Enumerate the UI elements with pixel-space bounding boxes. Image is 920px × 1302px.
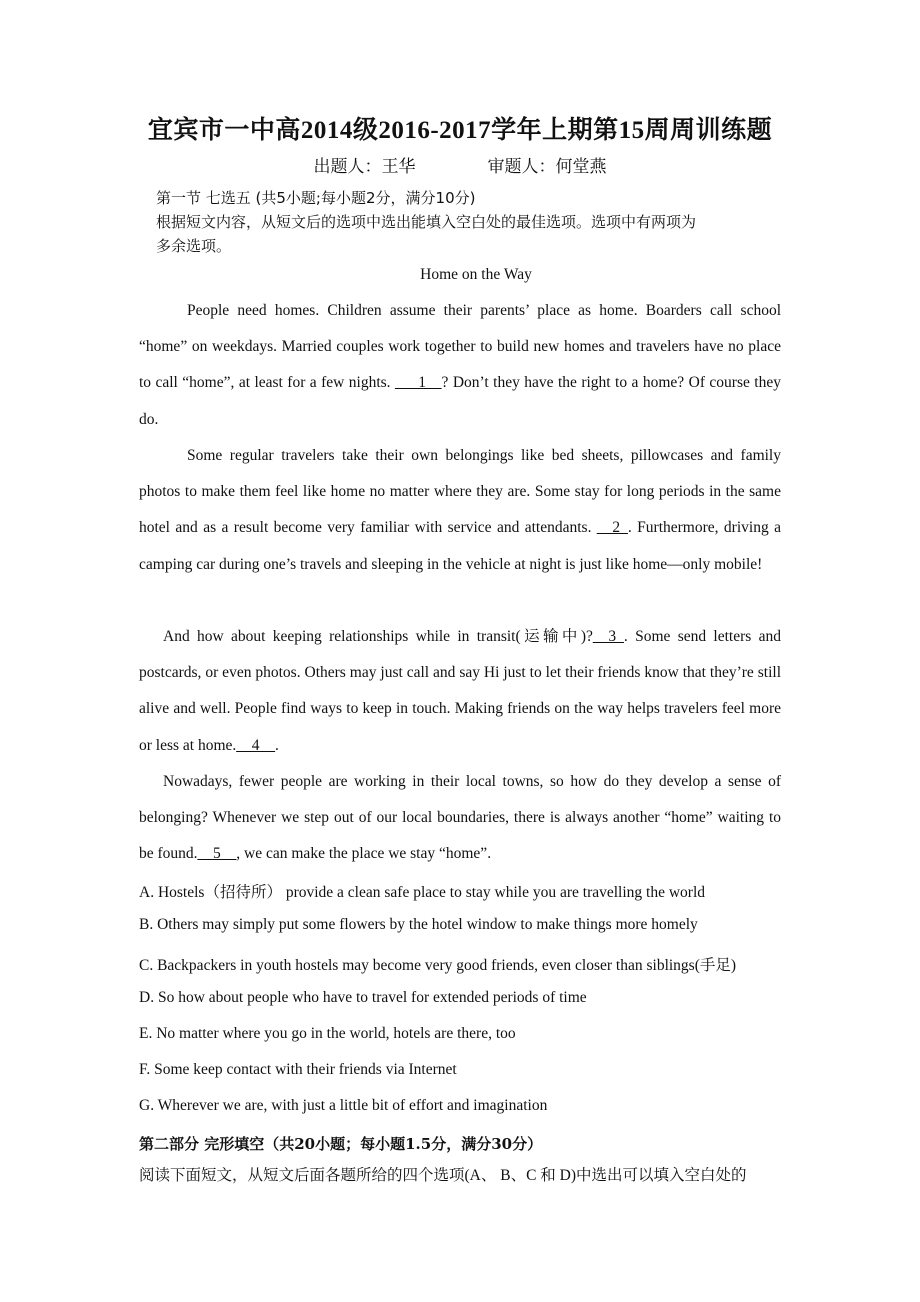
section1-instruction-line2: 多余选项。 [156, 237, 232, 255]
paragraph-text: Some regular travelers take their own belongings like bed sheets, pillowcases and family photos to make them feel like home no matter where they are. Some stay for long periods in the same hotel and as a result become very familiar with service and attendants. [139, 447, 781, 537]
paragraph-text: ? Don’t they have the right to a home? Of course they do. [139, 374, 781, 428]
paragraph-text: Nowadays, fewer people are working in their local towns, so how do they develop a sense of belonging? Whenever we step out of our local boundaries, there is always another “home” waiting to be found. [139, 773, 781, 863]
passage-paragraph-3 [139, 619, 781, 764]
passage-title: Home on the Way [420, 266, 532, 283]
option-g: G. Wherever we are, with just a little bit of effort and imagination [139, 1097, 548, 1114]
authors-line [0, 152, 920, 177]
blank-4: __4__ [236, 736, 276, 754]
blank-5: __5__ [197, 845, 237, 863]
section1-instruction-line1: 根据短文内容，从短文后的选项中选出能填入空白处的最佳选项。选项中有两项为 [156, 213, 697, 231]
paragraph-text: . [275, 736, 279, 754]
option-b: B. Others may simply put some flowers by the hotel window to make things more homely [139, 916, 698, 933]
option-d: D. So how about people who have to travel for extended periods of time [139, 989, 587, 1006]
option-e: E. No matter where you go in the world, hotels are there, too [139, 1025, 516, 1042]
option-f: F. Some keep contact with their friends via Internet [139, 1061, 457, 1078]
blank-3: __3_ [592, 628, 624, 645]
page-title: 宜宾市一中高2014级2016-2017学年上期第15周周训练题 [147, 117, 773, 144]
part2-instruction: 阅读下面短文，从短文后面各题所给的四个选项(A、 B、C 和 D)中选出可以填入空白处的 [139, 1167, 747, 1184]
section1-heading: 第一节 七选五 (共5小题;每小题2分，满分10分) [156, 189, 476, 207]
blank-2: __2_ [596, 519, 628, 537]
option-c: C. Backpackers in youth hostels may become very good friends, even closer than siblings(手足) [139, 957, 737, 974]
part2-heading: 第二部分 完形填空（共20小题；每小题1.5分，满分30分） [139, 1135, 543, 1153]
passage-paragraph-2 [139, 438, 781, 583]
reviewer: 审题人：何堂燕 [487, 157, 607, 176]
paragraph-text: People need homes. Children assume their parents’ place as home. Boarders call school “home” on weekdays. Married couples work together to build new homes and travelers have no place to call “home”, at least for a few nights. [139, 302, 781, 392]
blank-1: ___1__ [395, 374, 442, 392]
author: 出题人：王华 [313, 157, 416, 176]
paragraph-text: , we can make the place we stay “home”. [236, 845, 492, 863]
option-a: A. Hostels（招待所） provide a clean safe place to stay while you are travelling the world [139, 884, 706, 901]
paragraph-text: And how about keeping relationships while in transit(运输中)? [163, 628, 593, 645]
passage-paragraph-1 [139, 293, 781, 438]
paragraph-text: . Some send letters and postcards, or even photos. Others may just call and say Hi just to let their friends know that they’re still alive and well. People find ways to keep in touch. Making friends on the way helps travelers feel more or less at home. [139, 628, 781, 754]
paragraph-text: . Furthermore, driving a camping car during one’s travels and sleeping in the vehicle at night is just like home—only mobile! [139, 519, 781, 573]
passage-paragraph-4 [139, 764, 781, 873]
